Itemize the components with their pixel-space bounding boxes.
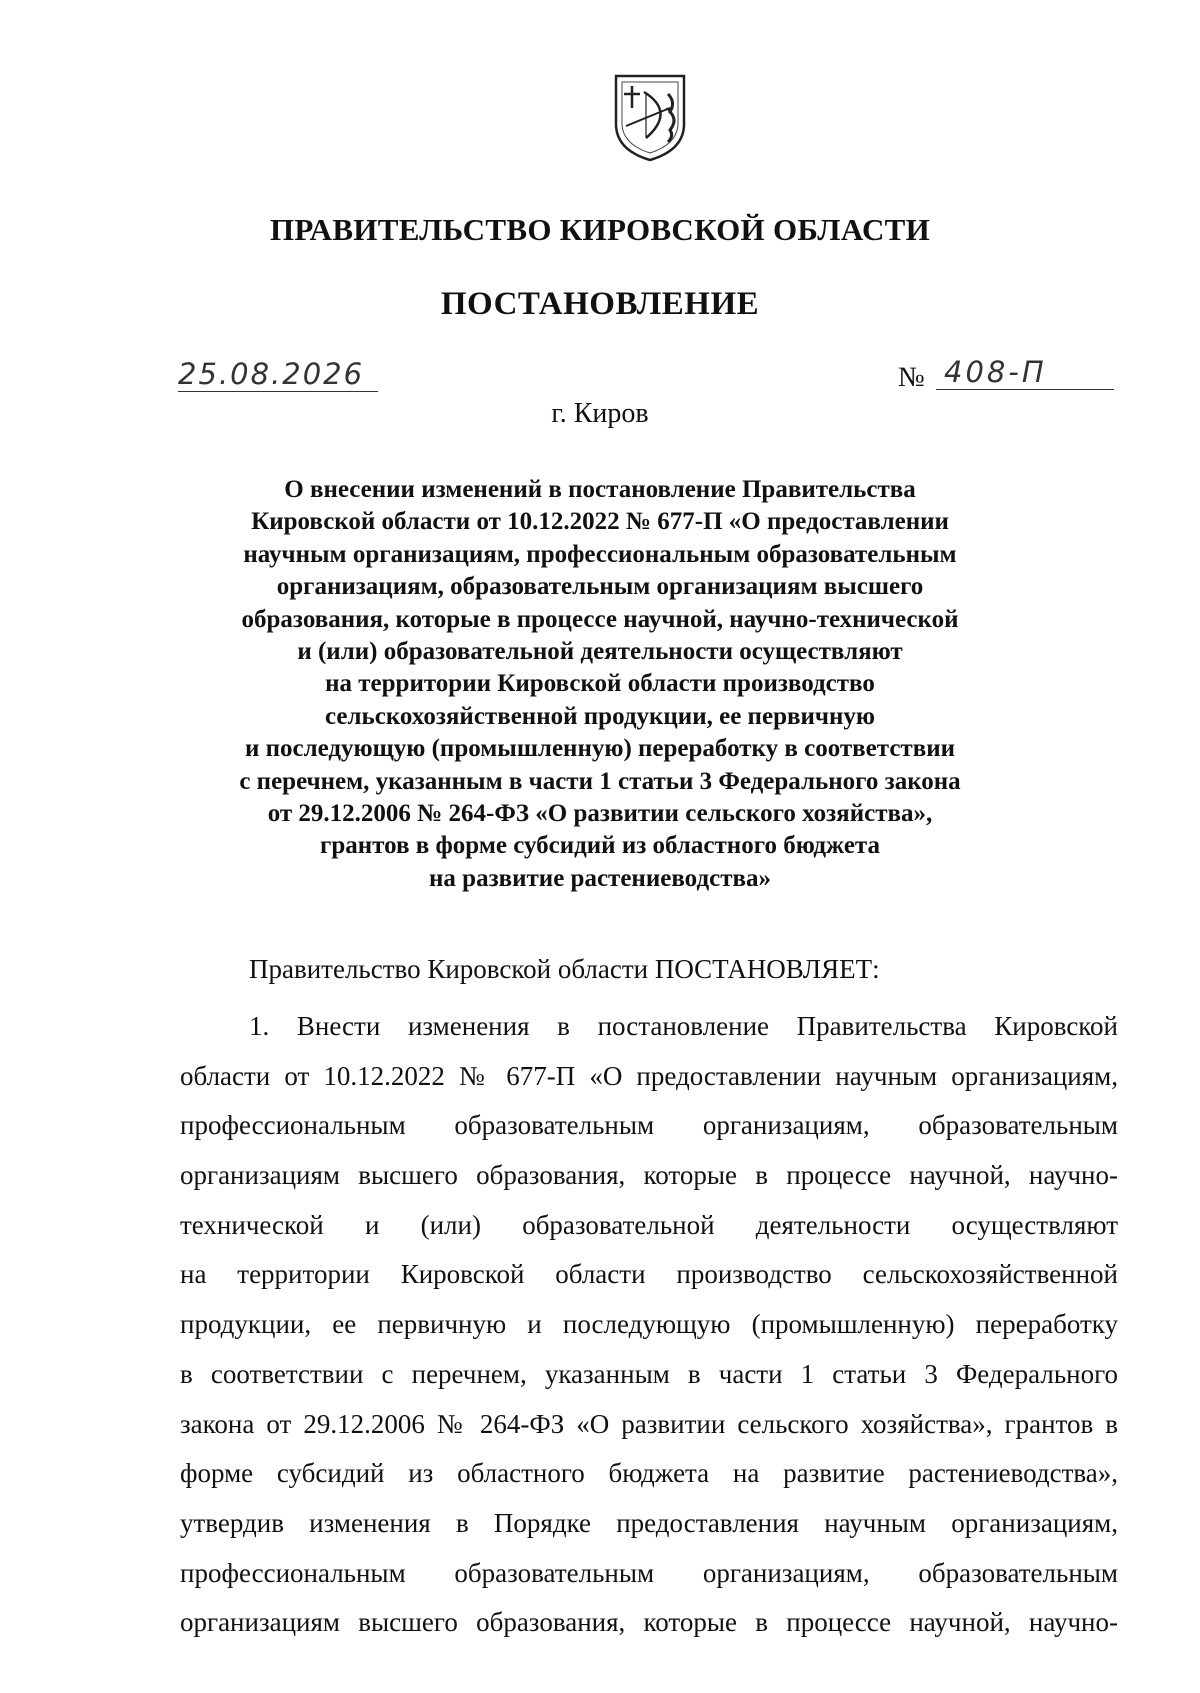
title-line: и последующую (промышленную) переработку в соответствии (244, 735, 956, 763)
paragraph-line: 1. Внести изменения в постановление Правительства Кировской (249, 1011, 1118, 1041)
number-sign: № (898, 362, 925, 393)
title-line: сельскохозяйственной продукции, ее первичную (325, 702, 875, 730)
title-line: на территории Кировской области производство (325, 670, 875, 698)
title-line: на развитие растениеводства» (429, 864, 771, 892)
city: г. Киров (551, 398, 649, 429)
paragraph-line: организациям высшего образования, которые в процессе научной, научно- (180, 1160, 1118, 1191)
document-type: ПОСТАНОВЛЕНИЕ (440, 286, 760, 322)
title-line: грантов в форме субсидий из областного бюджета (320, 832, 880, 860)
document-number: 408-П (936, 355, 1114, 390)
title-line: научным организациям, профессиональным образовательным (243, 540, 957, 568)
title-line: Кировской области от 10.12.2022 № 677-П «О предоставлении (251, 508, 949, 536)
decree-statement: Правительство Кировской области ПОСТАНОВЛЯЕТ: (249, 954, 880, 984)
paragraph-line: на территории Кировской области производство сельскохозяйственной (180, 1259, 1118, 1290)
paragraph-line: закона от 29.12.2006 № 264-ФЗ «О развитии сельского хозяйства», грантов в (180, 1408, 1118, 1439)
paragraph-line: в соответствии с перечнем, указанным в части 1 статьи 3 Федерального (180, 1358, 1118, 1389)
paragraph-line: утвердив изменения в Порядке предоставления научным организациям, (180, 1507, 1118, 1538)
paragraph-line: форме субсидий из областного бюджета на развитие растениеводства», (180, 1458, 1118, 1489)
body-paragraph (180, 1002, 1118, 1648)
paragraph-line: профессиональным образовательным организациям, образовательным (180, 1110, 1118, 1141)
title-line: О внесении изменений в постановление Правительства (284, 476, 916, 503)
title-line: организациям, образовательным организациям высшего (276, 573, 924, 601)
title-line: с перечнем, указанным в части 1 статьи 3 Федерального закона (239, 767, 961, 795)
paragraph-line: организациям высшего образования, которые в процессе научной, научно- (180, 1607, 1118, 1638)
title-line: образования, которые в процессе научной, научно-технической (241, 605, 959, 633)
paragraph-line: продукции, ее первичную и последующую (промышленную) переработку (180, 1309, 1118, 1340)
title-line: от 29.12.2006 № 264-ФЗ «О развитии сельского хозяйства», (267, 800, 933, 828)
paragraph-line: технической и (или) образовательной деятельности осуществляют (180, 1209, 1118, 1240)
title-line: и (или) образовательной деятельности осуществляют (297, 638, 903, 666)
coat-of-arms-icon (610, 72, 690, 164)
document-title (150, 474, 1050, 895)
organization-name: ПРАВИТЕЛЬСТВО КИРОВСКОЙ ОБЛАСТИ (269, 212, 931, 247)
paragraph-line: области от 10.12.2022 № 677-П «О предоставлении научным организациям, (180, 1060, 1118, 1091)
document-date: 25.08.2026 (178, 357, 378, 392)
paragraph-line: профессиональным образовательным организациям, образовательным (180, 1557, 1118, 1588)
